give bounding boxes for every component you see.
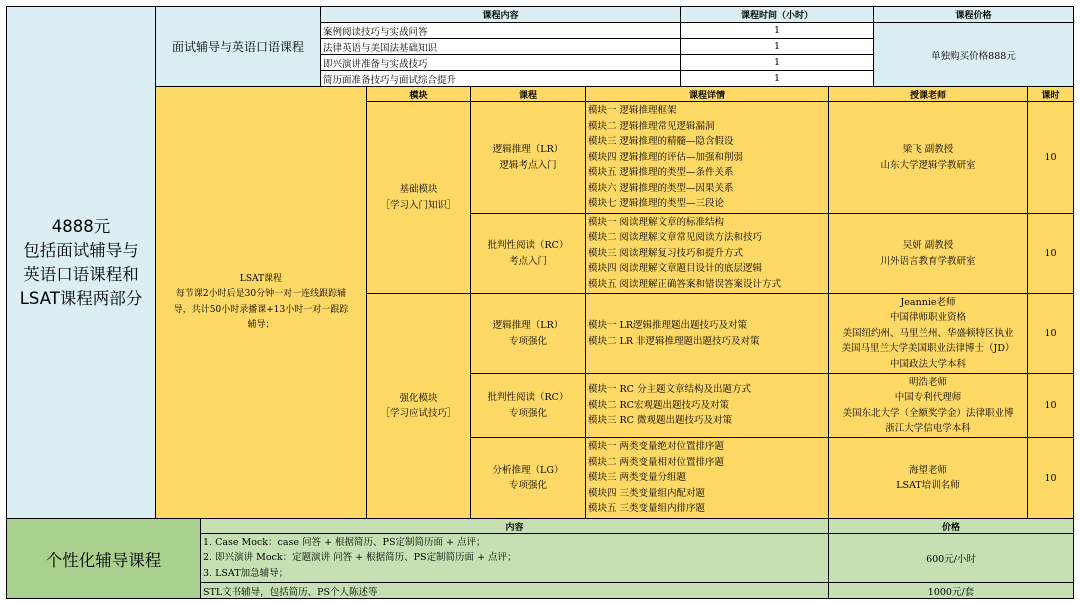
personal-price-hourly: 600元/小时 (828, 533, 1074, 583)
course-teacher (828, 437, 1028, 519)
lsat-intro-title: LSAT课程 (239, 273, 283, 284)
course-name (493, 318, 563, 349)
interview-row-content: 简历面准备技巧与面试综合提升 (320, 70, 681, 87)
module-basic-cell (366, 101, 471, 294)
personal-price-set: 1000元/套 (828, 582, 1074, 599)
course-name-line: 批判性阅读（RC） (487, 392, 569, 403)
course-detail-line: 模块二 逻辑推理常见逻辑漏洞 (588, 120, 715, 132)
module-sub: ［学习应试技巧］ (380, 408, 457, 419)
lsat-intro-line: 辅导； (247, 320, 275, 330)
personal-item-writing: STL文书辅导，包括简历、PS个人陈述等 (200, 582, 829, 599)
lsat-intro-line: 导，共计50小时录播课+13小时一对一跟踪 (173, 304, 349, 315)
module-advanced-cell (366, 293, 471, 519)
interview-row-content: 案例阅读技巧与实战问答 (320, 22, 681, 39)
course-detail-line: 模块二 两类变量相对位置排序题 (588, 456, 725, 468)
package-summary-cell (6, 6, 156, 519)
course-detail-line: 模块四 逻辑推理的评估—加强和削弱 (588, 151, 744, 163)
interview-row-hours: 1 (680, 54, 874, 71)
package-price: 4888元 (51, 216, 111, 236)
course-hours: 10 (1027, 293, 1074, 374)
personal-item: 3. LSAT加急辅导； (203, 567, 289, 579)
interview-row-hours: 1 (680, 38, 874, 55)
interview-header-time: 课程时间（小时） (680, 6, 874, 23)
teacher-line: 浙江大学信电学本科 (885, 423, 971, 434)
interview-row-hours: 1 (680, 70, 874, 87)
course-detail-line: 模块三 RC 微观题出题技巧及对策 (588, 415, 732, 427)
module-name: 基础模块 (399, 184, 438, 195)
lsat-header-teacher: 授课老师 (828, 86, 1028, 102)
course-teacher (828, 373, 1028, 438)
course-name (493, 463, 564, 494)
teacher-line: 明浩老师 (908, 376, 947, 388)
teacher-line: 吴妍 副教授 (902, 240, 954, 251)
personal-item: 1. Case Mock：case 问答 + 根据简历、PS定制简历面 + 点评； (203, 536, 486, 548)
course-teacher (828, 101, 1028, 214)
course-name-cell (470, 213, 586, 294)
teacher-line: 美国东北大学（全额奖学金）法律职业博 (842, 407, 1014, 419)
teacher-line: 美国纽约州、马里兰州、华盛顿特区执业 (842, 327, 1014, 339)
course-detail-line: 模块一 两类变量绝对位置排序题 (588, 441, 725, 453)
package-desc-line2: 英语口语课程和 (23, 264, 139, 284)
course-detail-line: 模块三 阅读理解复习技巧和提升方式 (588, 247, 744, 259)
course-detail-line: 模块一 逻辑推理框架 (588, 105, 677, 117)
course-name (488, 238, 569, 269)
teacher-line: 中国律师职业资格 (889, 312, 966, 324)
course-name (488, 390, 569, 421)
course-hours: 10 (1027, 373, 1074, 438)
course-name-line: 专项强化 (508, 480, 547, 491)
lsat-header-course: 课程 (470, 86, 586, 102)
teacher-line: 海望老师 (908, 464, 947, 476)
course-detail-line: 模块一 RC 分主题文章结构及出题方式 (588, 384, 751, 396)
course-detail-line: 模块三 两类变量分组题 (588, 472, 687, 484)
course-name-line: 逻辑推理（LR） (492, 144, 564, 155)
course-name-line: 逻辑推理（LR） (492, 320, 564, 331)
course-name-line: 专项强化 (508, 335, 547, 347)
course-detail-line: 模块一 LR逻辑推理题出题技巧及对策 (588, 320, 747, 331)
course-name-cell (470, 437, 586, 519)
interview-title-cell (155, 6, 321, 87)
course-hours: 10 (1027, 101, 1074, 214)
course-detail-line: 模块六 逻辑推理的类型—因果关系 (588, 182, 734, 194)
personal-title-cell (6, 518, 201, 599)
course-detail-line: 模块四 三类变量组内配对题 (588, 487, 706, 499)
module-sub: ［学习入门知识］ (380, 199, 457, 211)
lsat-header-details: 课程详情 (585, 86, 829, 102)
teacher-line: 梁飞 副教授 (902, 144, 954, 155)
teacher-line: 中国专利代理师 (894, 392, 962, 403)
lsat-intro-cell (155, 86, 367, 519)
course-detail-line: 模块一 阅读理解文章的标准结构 (588, 216, 725, 228)
teacher-line: 美国马里兰大学美国职业法律博士（JD） (841, 343, 1015, 355)
lsat-header-module: 模块 (366, 86, 471, 102)
module-advanced (380, 391, 456, 422)
lsat-intro-line: 每节课2小时后是30分钟一对一连线跟踪辅 (175, 289, 347, 299)
course-detail-line: 模块七 逻辑推理的类型—三段论 (588, 198, 725, 210)
course-hours: 10 (1027, 213, 1074, 294)
interview-title: 面试辅导与英语口语课程 (171, 40, 304, 54)
course-name-cell (470, 373, 586, 438)
personal-items (200, 533, 829, 583)
course-details (585, 437, 829, 519)
personal-item: 2. 即兴演讲 Mock：定题演讲 问答 + 根据简历、PS定制简历面 + 点评； (203, 552, 517, 564)
course-detail-line: 模块三 逻辑推理的精髓—隐含假设 (588, 136, 734, 148)
course-name-line: 逻辑考点入门 (499, 159, 557, 171)
course-details (585, 293, 829, 374)
course-teacher (828, 213, 1028, 294)
lsat-header-hours: 课时 (1027, 86, 1074, 102)
interview-price: 单独购买价格888元 (873, 22, 1074, 87)
course-detail-line: 模块五 逻辑推理的类型—条件关系 (588, 167, 734, 179)
package-desc-line3: LSAT课程两部分 (19, 288, 143, 308)
personal-header-price: 价格 (828, 518, 1074, 534)
interview-row-content: 即兴演讲准备与实战技巧 (320, 54, 681, 71)
package-desc-line1: 包括面试辅导与 (23, 240, 139, 260)
interview-header-price: 课程价格 (873, 6, 1074, 23)
lsat-intro (174, 272, 348, 334)
package-summary (20, 215, 143, 311)
teacher-line: 中国政法大学本科 (889, 358, 966, 370)
course-detail-line: 模块二 RC宏观题出题技巧及对策 (588, 399, 729, 411)
course-detail-line: 模块二 LR 非逻辑推理题出题技巧及对策 (588, 335, 760, 347)
course-details (585, 213, 829, 294)
module-name: 强化模块 (399, 392, 438, 404)
course-detail-line: 模块二 阅读理解文章常见阅读方法和技巧 (588, 232, 763, 244)
course-name (493, 142, 563, 173)
course-detail-line: 模块五 三类变量组内排序题 (588, 503, 706, 515)
course-name-cell (470, 293, 586, 374)
interview-header-content: 课程内容 (320, 6, 681, 23)
course-name-line: 批判性阅读（RC） (487, 240, 569, 251)
module-basic (380, 182, 456, 213)
course-name-line: 分析推理（LG） (492, 464, 564, 476)
teacher-line: 山东大学逻辑学教研室 (880, 159, 976, 171)
course-name-line: 考点入门 (508, 255, 547, 267)
course-hours: 10 (1027, 437, 1074, 519)
course-teacher (828, 293, 1028, 374)
course-detail-line: 模块五 阅读理解正确答案和错误答案设计方式 (588, 278, 782, 290)
course-name-cell (470, 101, 586, 214)
personal-title: 个性化辅导课程 (45, 550, 162, 570)
course-detail-line: 模块四 阅读理解文章题目设计的底层逻辑 (588, 263, 763, 275)
course-name-line: 专项强化 (508, 407, 547, 419)
course-details (585, 101, 829, 214)
teacher-line: LSAT培训名师 (896, 480, 960, 491)
teacher-line: 川外语言教育学教研室 (880, 255, 976, 267)
teacher-line: Jeannie老师 (900, 296, 956, 308)
personal-header-content: 内容 (200, 518, 829, 534)
interview-row-content: 法律英语与美国法基础知识 (320, 38, 681, 55)
interview-row-hours: 1 (680, 22, 874, 39)
course-details (585, 373, 829, 438)
